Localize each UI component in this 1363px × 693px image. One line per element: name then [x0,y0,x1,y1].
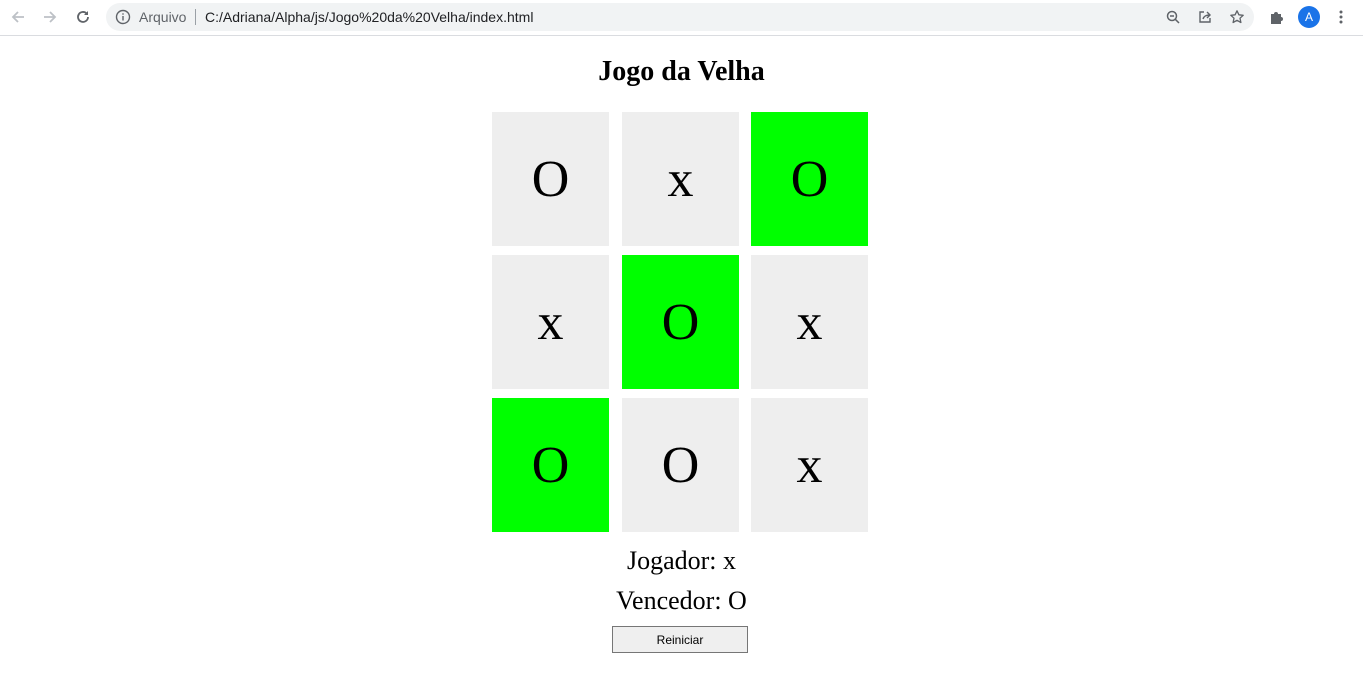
kebab-menu-icon[interactable] [1329,5,1353,29]
board-cell[interactable]: O [751,112,868,246]
extensions-puzzle-icon[interactable] [1265,5,1289,29]
board-cell[interactable]: x [492,255,609,389]
reload-icon[interactable] [71,5,95,29]
page-scheme-label: Arquivo [139,9,187,25]
info-icon[interactable] [115,9,131,25]
board-cell[interactable]: O [622,255,739,389]
forward-arrow-icon[interactable] [38,5,62,29]
share-icon[interactable] [1197,9,1213,25]
star-icon[interactable] [1229,9,1245,25]
reset-button[interactable]: Reiniciar [612,626,748,653]
back-arrow-icon[interactable] [6,5,30,29]
board-cell[interactable]: x [622,112,739,246]
zoom-out-icon[interactable] [1165,9,1181,25]
board-cell[interactable]: x [751,255,868,389]
board-cell[interactable]: x [751,398,868,532]
profile-avatar[interactable]: A [1298,6,1320,28]
page-title: Jogo da Velha [598,56,765,87]
current-player-text: Jogador: x [626,546,737,575]
board-cell[interactable]: O [622,398,739,532]
address-separator [195,9,196,25]
browser-toolbar [0,0,1363,36]
board-cell[interactable]: O [492,398,609,532]
board-cell[interactable]: O [492,112,609,246]
address-bar[interactable] [106,3,1254,31]
winner-text: Vencedor: O [616,586,747,615]
url-text[interactable]: C:/Adriana/Alpha/js/Jogo%20da%20Velha/index.html [205,9,534,25]
